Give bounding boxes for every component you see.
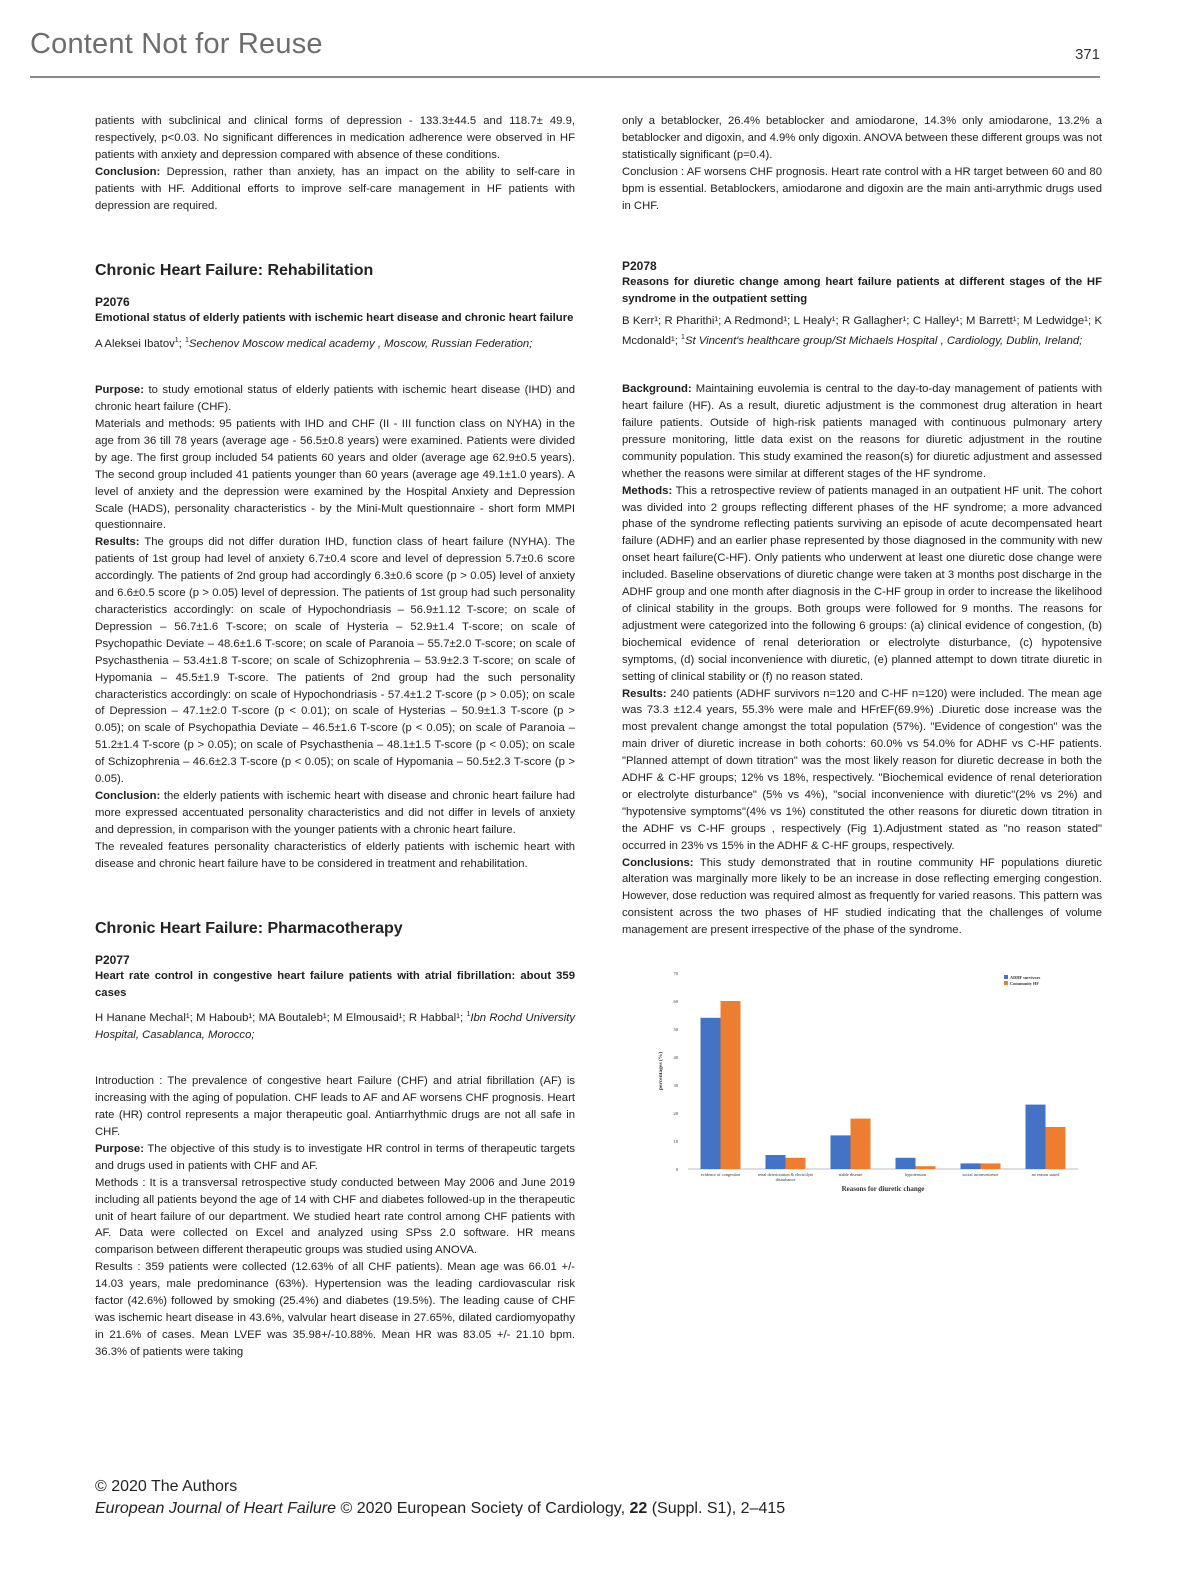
x-tick-label: evidence of congestion	[700, 1172, 741, 1178]
intro-paragraph: patients with subclinical and clinical forms of depression - 133.3±44.5 and 118.7± 49.9, respectively, p<0.03. No significant differences in medication adherence were observed in HF patients with anxiety and depression compared with absence of these conditions.	[95, 115, 575, 161]
authors-p2076: A Aleksei Ibatov$^1$; $^1$Sechenov Moscow medical academy , Moscow, Russian Federation;	[95, 336, 533, 350]
methods-p2077: Methods : It is a transversal retrospective study conducted between May 2006 and June 2019 including all patients beyond the age of 14 with CHF and diabetes followed-up in the therapeutic unit of heart failure of our department. We studied heart rate control among CHF patients with AF. Data were collected on Excel and analyzed using SPss 2.0 software. HR means comparison between different therapeutic groups was studied using ANOVA.	[95, 1176, 575, 1257]
right-column	[622, 113, 1102, 1217]
y-tick-label: 70	[673, 971, 678, 977]
conclusion-p2076: Conclusion: the elderly patients with ischemic heart with disease and chronic heart failure had more expressed accentuated personality characteristics and did not differ in levels of anxiety and depression, in comparison with the younger patients with a chronic heart failure.	[95, 789, 575, 836]
methods-p2078: Methods: This a retrospective review of patients managed in an outpatient HF unit. The cohort was divided into 2 groups reflecting different phases of the HF syndrome; a more advanced phase of the syndrome reflecting patients surviving an episode of acute decompensated heart failure (ADHF) and an earlier phase represented by those diagnosed in the community with new onset heart failure(C-HF). Only patients who underwent at least one diuretic dose change were included. Baseline observations of diuretic change were taken at 3 months post discharge in the ADHF group and one month after diagnosis in the C-HF group in order to increase the likelihood of clinical stability in the groups. Both groups were followed for 9 months. The reasons for adjustment were categorized into the following 6 groups: (a) clinical evidence of congestion, (b) biochemical evidence of renal deterioration or electrolyte disturbance, (c) hypotensive symptoms, (d) social inconvenience with diuretic, (e) planned attempt to down titrate diuretic in setting of clinical stability or (f) no reason stated.	[622, 484, 1102, 683]
results-p2076: Results: The groups did not differ duration IHD, function class of heart failure (NYHA). The patients of 1st group had level of anxiety 6.7±0.4 score and level of depression 5.7±0.6 score accordingly. The patients of 2nd group had accordingly 6.3±0.6 score (p > 0.05) level of anxiety and 6.6±0.5 score (p > 0.05) level of depression. The patients of 1st group had such personality characteristics accordingly: on scale of Hypochondriasis – 56.9±1.12 T-score; on scale of Depression – 56.7±1.6 T-score; on scale of Hysteria – 52.9±1.4 T-score; on scale of Psychopathic Deviate – 48.6±1.6 T-score; on scale of Paranoia – 55.7±2.0 T-score; on scale of Psychasthenia – 53.4±1.8 T-score; on scale of Schizophrenia – 53.9±2.3 T-score; on scale of Hypomania – 45.5±1.9 T-score. The patients of 2nd group had the such personality characteristics accordingly: on scale of Hypochondriasis - 57.4±1.2 T-score (p > 0.05); on scale of Depression – 47.1±2.0 T-score (p < 0.01); on scale of Hysterias – 50.9±1.3 T-score (p > 0.05); on scale of Psychopathia Deviate – 46.5±1.6 T-score (p < 0.05); on scale of Paranoia – 51.2±1.4 T-score (p > 0.05); on scale of Psychasthenia – 48.1±1.5 T-score (p < 0.05); on scale of Schizophrenia – 46.6±2.3 T-score (p < 0.05); on scale of Hypomania – 50.5±2.3 T-score (p > 0.05).	[95, 536, 575, 786]
y-tick-label: 60	[673, 999, 678, 1005]
bar	[1026, 1105, 1046, 1169]
authors-p2078: B Kerr¹; R Pharithi¹; A Redmond¹; L Healy¹; R Gallagher¹; C Halley¹; M Barrett¹; M Ledwidge¹; K Mcdonald¹; $^1$St Vincent's healthcare group/St Michaels Hospital , Cardiology, Dublin, Ireland;	[622, 315, 1102, 347]
background-p2078: Background: Maintaining euvolemia is central to the day-to-day management of patients with heart failure (HF). As a result, diuretic adjustment is the commonest drug alteration in heart failure patients. Outside of high-risk patients managed with continuous pulmonary artery pressure monitoring, little data exist on the reasons for diuretic adjustment in the routine community population. This study examined the reason(s) for diuretic adjustment and assessed whether the reasons were similar at different stages of the HF syndrome.	[622, 383, 1102, 480]
results-p2077: Results : 359 patients were collected (12.63% of all CHF patients). Mean age was 66.01 +/- 14.03 years, male predominance (63%). Hypertension was the leading cardiovascular risk factor (42.6%) followed by smoking (25.4%) and diabetes (19.5%). The leading cause of CHF was ischemic heart disease in 43.6%, valvular heart disease in 27.65%, dilated cardiomyopathy in 21.6% of cases. Mean LVEF was 35.98+/-10.88%. Mean HR was 83.05 +/- 21.10 bpm. 36.3% of patients were taking	[95, 1261, 575, 1358]
x-tick-label: stable disease	[838, 1172, 863, 1178]
abstract-id-p2077: P2077	[95, 953, 130, 968]
y-tick-label: 0	[675, 1167, 678, 1173]
bar	[896, 1158, 916, 1169]
x-tick-label: hypotension	[904, 1172, 927, 1178]
extra-p2076: The revealed features personality characteristics of elderly patients with ischemic heart with disease and chronic heart failure have to be considered in treatment and rehabilitation.	[95, 840, 575, 870]
footer-journal-line: European Journal of Heart Failure © 2020 European Society of Cardiology, 22 (Suppl. S1), 2–415	[95, 1500, 786, 1517]
authors-p2077: H Hanane Mechal¹; M Haboub¹; MA Boutaleb¹; M Elmousaid¹; R Habbal¹; $^1$Ibn Rochd University Hospital, Casablanca, Morocco;	[95, 1011, 575, 1041]
footer-copyright: © 2020 The Authors	[95, 1478, 238, 1495]
bar	[851, 1119, 871, 1169]
bar	[786, 1158, 806, 1169]
legend-swatch	[1004, 981, 1008, 985]
section-heading-pharmacotherapy: Chronic Heart Failure: Pharmacotherapy	[95, 920, 403, 938]
abstract-title-p2076: Emotional status of elderly patients with ischemic heart disease and chronic heart failure	[95, 312, 574, 325]
bar	[701, 1018, 721, 1169]
bar	[831, 1136, 851, 1170]
header-rule	[30, 76, 1100, 78]
abstract-id-p2078: P2078	[622, 259, 657, 274]
legend-label: Community HF	[1010, 981, 1040, 987]
x-tick-label: renal deterioration & electrolyte disturbance	[757, 1172, 814, 1183]
methods-p2076: Materials and methods: 95 patients with IHD and CHF (II - III function class on NYHA) in the age from 36 till 78 years (average age - 56.5±0.8 years) were examined. Patients were divided by age. The first group included 54 patients 60 years and older (average age 62.9±0.5 years). The second group included 41 patients younger than 60 years (average age 49.1±1.0 years). A level of anxiety and the depression were examined by the Hospital Anxiety and Depression Scale (HADS), personality characteristics - by the Mini-Mult questionnaire - short form MMPI questionnaire.	[95, 418, 575, 532]
abstract-id-p2076: P2076	[95, 295, 130, 310]
bar	[961, 1164, 981, 1170]
results-p2078: Results: 240 patients (ADHF survivors n=120 and C-HF n=120) were included. The mean age was 73.3 ±12.4 years, 55.3% were male and HFrEF(69.9%) .Diuretic dose increase was the most prevalent change amongst the total population (57%). "Evidence of congestion" was the main driver of diuretic increase in both cohorts: 60.0% vs 54.0% for ADHF vs C-HF patients. "Planned attempt of down titration" was the most likely reason for diuretic decrease in both the ADHF & C-HF groups; 12% vs 18%, respectively. "Biochemical evidence of renal deterioration or electrolyte disturbance" (5% vs 4%), "social inconvenience with diuretic"(2% vs 2%) and "hypotensive symptoms"(4% vs 1%) constituted the other reasons for diuretic down titration in the ADHF vs C-HF groups , respectively (Fig 1).Adjustment stated as "no reason stated" occurred in 23% vs 15% in the ADHF & C-HF groups, respectively.	[622, 687, 1102, 852]
page-number: 371	[1074, 46, 1100, 63]
purpose-p2077: Purpose: The objective of this study is to investigate HR control in terms of therapeutic targets and drugs used in patients with CHF and AF.	[95, 1142, 575, 1172]
y-axis-title: percentages (%)	[658, 1051, 664, 1091]
purpose-p2076: Purpose: to study emotional status of elderly patients with ischemic heart disease (IHD) and chronic heart failure (CHF).	[95, 384, 575, 414]
legend-swatch	[1004, 975, 1008, 979]
legend-label: ADHF survivors	[1010, 975, 1041, 981]
conclusions-p2078: Conclusions: This study demonstrated that in routine community HF populations diuretic alteration was marginally more likely to be an increase in dose reflecting emerging congestion. However, dose reduction was required almost as frequently for varied reasons. This pattern was consistent across the two phases of HF studied indicating that the challenges of volume management are present irrespective of the phase of the syndrome.	[622, 856, 1102, 937]
diuretic-change-bar-chart	[648, 961, 1088, 1211]
abstract-title-p2078: Reasons for diuretic change among heart failure patients at different stages of the HF syndrome in the outpatient setting	[622, 276, 1102, 305]
introduction-p2077: Introduction : The prevalence of congestive heart Failure (CHF) and atrial fibrillation (AF) is increasing with the aging of population. CHF leads to AF and AF worsens CHF prognosis. Heart rate (HR) control represents a major therapeutic goal. Antiarrhythmic drugs are not all safe in CHF.	[95, 1075, 575, 1138]
header-title: Content Not for Reuse	[30, 28, 323, 60]
bar	[916, 1166, 936, 1169]
y-tick-label: 30	[673, 1083, 678, 1089]
bar	[766, 1155, 786, 1169]
left-column	[95, 113, 575, 1361]
bar	[981, 1164, 1001, 1170]
y-tick-label: 50	[673, 1027, 678, 1033]
intro-conclusion: Conclusion: Depression, rather than anxiety, has an impact on the ability to self-care in patients with HF. Additional efforts to improve self-care management in HF patients with depression are required.	[95, 165, 575, 212]
continued-paragraph: only a betablocker, 26.4% betablocker and amiodarone, 14.3% only amiodarone, 13.2% a betablocker and digoxin, and 4.9% only digoxin. ANOVA between these different groups was not statistically significant (p=0.4).	[622, 115, 1103, 161]
x-tick-label: no reason stated	[1031, 1172, 1060, 1178]
continued-conclusion: Conclusion : AF worsens CHF prognosis. Heart rate control with a HR target between 60 and 80 bpm is essential. Betablockers, amiodarone and digoxin are the main anti-arrythmic drugs used in CHF.	[622, 165, 1102, 212]
y-tick-label: 10	[673, 1139, 678, 1145]
section-heading-rehabilitation: Chronic Heart Failure: Rehabilitation	[95, 262, 374, 280]
bar	[721, 1001, 741, 1169]
y-tick-label: 20	[673, 1111, 678, 1117]
bar	[1046, 1127, 1066, 1169]
footer	[95, 1476, 785, 1520]
x-axis-title: Reasons for diuretic change	[841, 1185, 925, 1194]
x-tick-label: social inconvenience	[962, 1172, 999, 1178]
abstract-title-p2077: Heart rate control in congestive heart failure patients with atrial fibrillation: about 359 cases	[95, 970, 575, 999]
y-tick-label: 40	[673, 1055, 678, 1061]
